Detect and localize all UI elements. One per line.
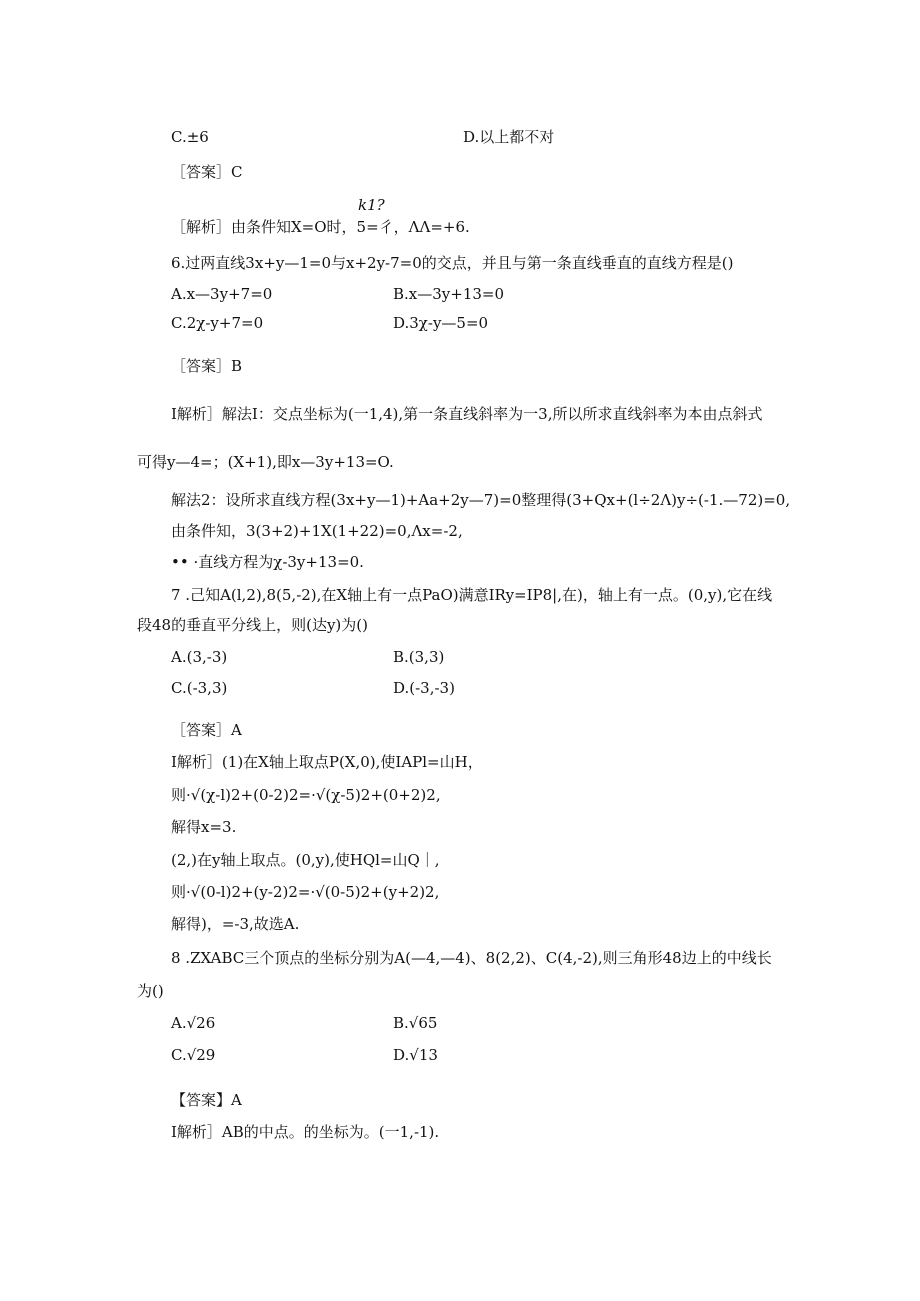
- option-d: D.3χ-y—5=0: [393, 314, 489, 332]
- solution-text: 由条件知，3(3+2)+1X(1+22)=0,Λx=-2,: [171, 522, 463, 540]
- question-8: 8 .ZXABC三个顶点的坐标分别为A(—4,—4)、8(2,2)、C(4,-2),则三角形48边上的中线长: [171, 949, 772, 967]
- answer-label: ［答案］A: [171, 721, 242, 739]
- solution-text: •• ·直线方程为χ-3y+13=0.: [171, 553, 364, 571]
- option-b: B.(3,3): [393, 648, 445, 666]
- solution-text: 解得)，=-3,故选A.: [171, 915, 300, 933]
- question-6: 6.过两直线3x+y—1=0与x+2y-7=0的交点，并且与第一条直线垂直的直线方程是(): [171, 254, 734, 272]
- solution-text: I解析］AB的中点。的坐标为。(一1,-1).: [171, 1123, 440, 1141]
- option-c: C.(-3,3): [171, 679, 228, 697]
- question-7: 7 .己知A(l,2),8(5,-2),在X轴上有一点PaO)满意IRy=IP8|,在)，轴上有一点。(0,y),它在线: [171, 586, 773, 604]
- solution-text: I解析］解法I：交点坐标为(一1,4),第一条直线斜率为一3,所以所求直线斜率为本由点斜式: [171, 405, 763, 423]
- option-c: C.√29: [171, 1046, 216, 1064]
- question-8-cont: 为(): [137, 982, 164, 1000]
- answer-label: ［答案］C: [171, 163, 243, 181]
- answer-label: ［答案］B: [171, 357, 243, 375]
- solution-text: 则·√(χ-l)2+(0-2)2=·√(χ-5)2+(0+2)2,: [171, 786, 441, 804]
- option-d: D.(-3,-3): [393, 679, 455, 697]
- option-a: A.(3,-3): [171, 648, 228, 666]
- option-c: C.±6: [171, 128, 209, 146]
- solution-text: 解法2：设所求直线方程(3x+y—1)+Aa+2y—7)=0整理得(3+Qx+(l÷2Λ)y÷(-1.—72)=0,: [171, 491, 791, 509]
- answer-label: 【答案】A: [171, 1091, 242, 1109]
- option-d: D.√13: [393, 1046, 438, 1064]
- solution-text: 可得y—4=；(X+1),即x—3y+13=O.: [137, 453, 394, 471]
- option-a: A.√26: [171, 1014, 216, 1032]
- solution-text: 则·√(0-l)2+(y-2)2=·√(0-5)2+(y+2)2,: [171, 883, 440, 901]
- solution-text: 解得x=3.: [171, 818, 237, 836]
- question-7-cont: 段48的垂直平分线上，则(达y)为(): [137, 616, 368, 634]
- formula-fragment: k1?: [358, 196, 385, 214]
- option-a: A.x—3y+7=0: [171, 285, 273, 303]
- solution-text: (2,)在y轴上取点。(0,y),使HQl=山Q｜,: [171, 851, 440, 869]
- solution-text: I解析］(1)在X轴上取点P(X,0),使IAPl=山H，: [171, 753, 483, 771]
- option-d: D.以上都不对: [463, 128, 555, 146]
- option-b: B.x—3y+13=0: [393, 285, 505, 303]
- option-c: C.2χ-y+7=0: [171, 314, 264, 332]
- option-b: B.√65: [393, 1014, 438, 1032]
- solution-text: ［解析］由条件知X=O时，5=彳，ΛΛ=+6.: [171, 218, 470, 236]
